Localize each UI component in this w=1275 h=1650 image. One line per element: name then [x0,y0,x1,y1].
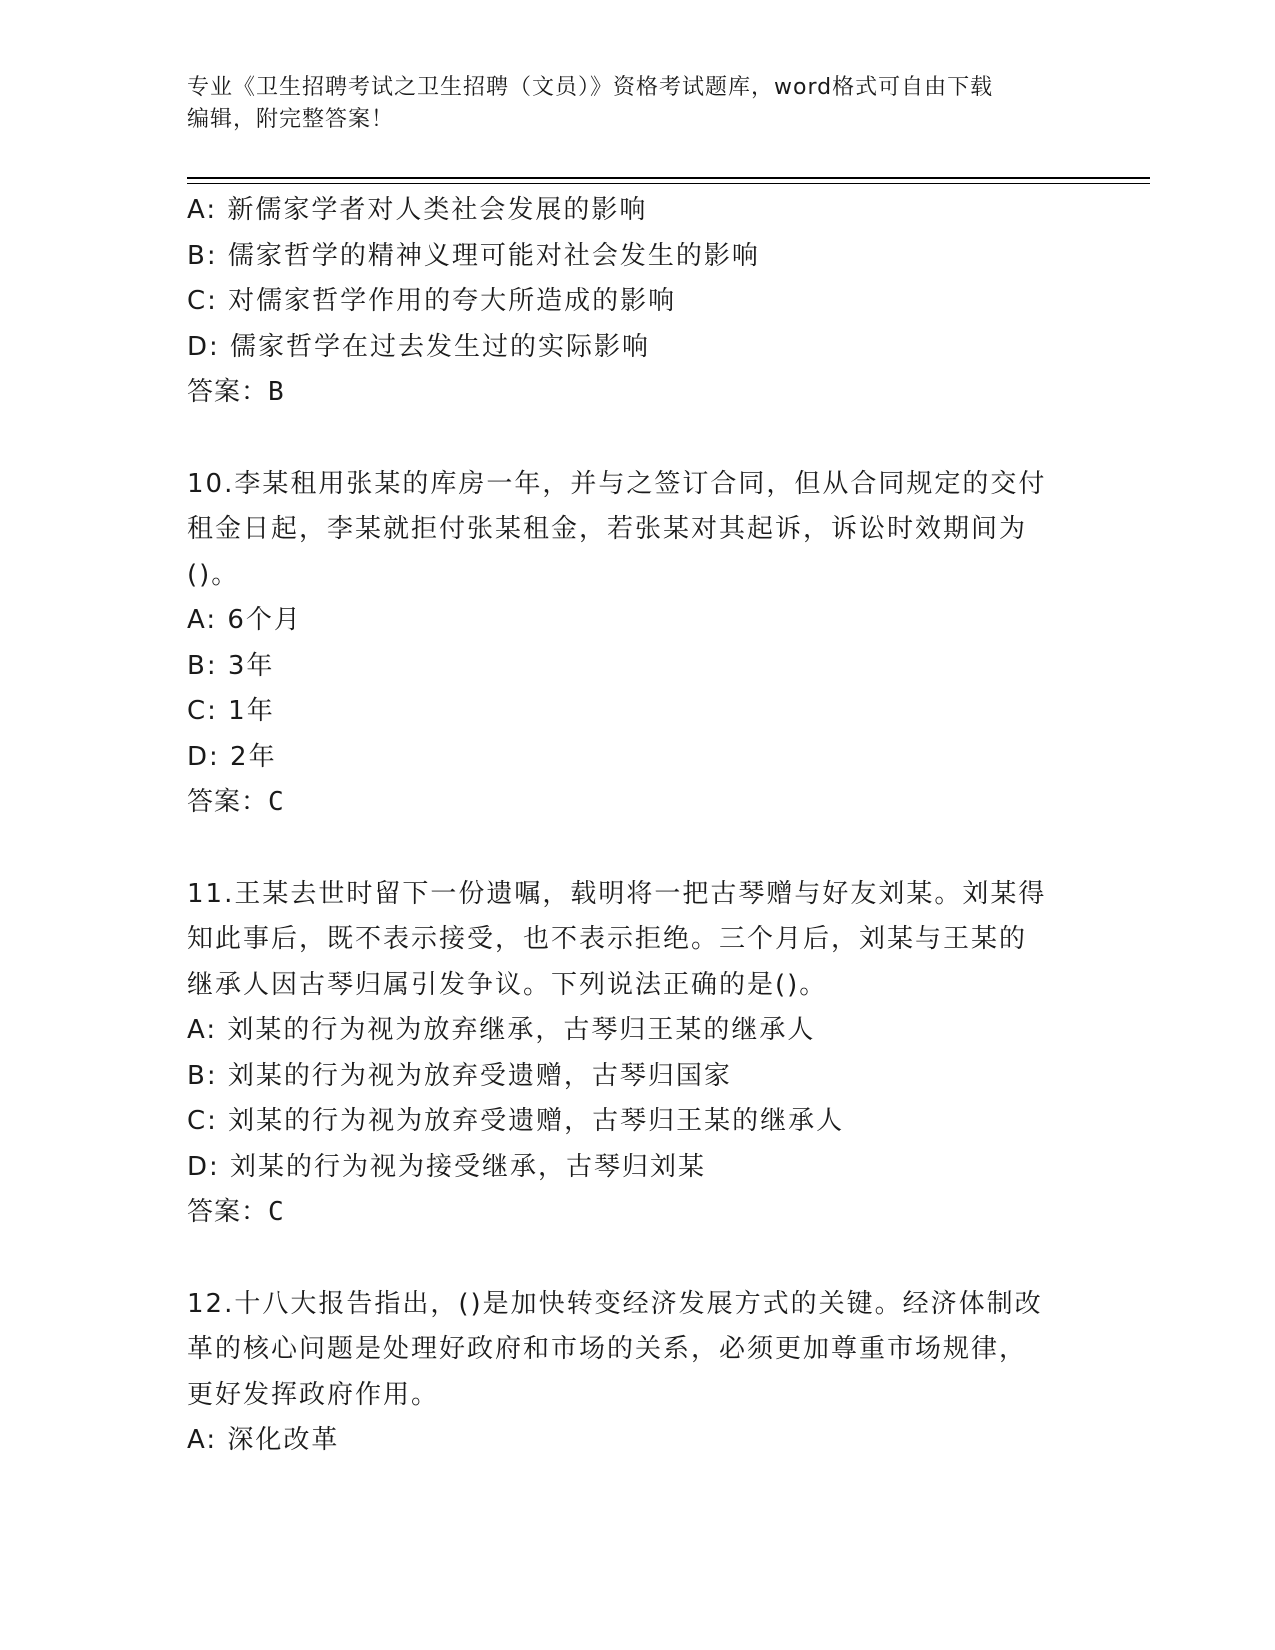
question-text-line: ()。 [187,559,240,590]
spacer [187,416,1087,462]
question-text-line: 继承人因古琴归属引发争议。下列说法正确的是()。 [187,969,828,1000]
question-text-line: 租金日起，李某就拒付张某租金，若张某对其起诉，诉讼时效期间为 [187,514,1028,544]
document-body [187,188,1087,1464]
answer-line [187,370,1087,416]
option-b: B: 3年 [187,650,275,681]
question-text-line: 更好发挥政府作用。 [187,1379,440,1410]
question-text-line: 10.李某租用张某的库房一年，并与之签订合同，但从合同规定的交付 [187,468,1047,499]
option-d: D: 2年 [187,741,277,772]
option-c: C: 对儒家哲学作用的夸大所造成的影响 [187,286,677,316]
question-block-10 [187,462,1087,826]
option-a: A: 6个月 [187,605,302,635]
answer-line [187,1190,1087,1236]
option-c: C: 1年 [187,696,275,726]
answer-label: 答案： [187,377,269,407]
answer-value: B [268,377,285,407]
header-line-2: 编辑，附完整答案！ [187,107,395,132]
header-rule-thick [187,177,1150,179]
option-a: A: 深化改革 [187,1425,340,1455]
answer-label: 答案： [187,787,269,817]
answer-value: C [268,1197,285,1227]
question-text-line: 革的核心问题是处理好政府和市场的关系，必须更加尊重市场规律， [187,1334,1028,1364]
header-rule-thin [187,183,1150,184]
answer-label: 答案： [187,1197,269,1227]
spacer [187,826,1087,872]
document-header [187,72,1087,136]
option-a: A: 刘某的行为视为放弃继承，古琴归王某的继承人 [187,1015,816,1045]
option-c: C: 刘某的行为视为放弃受遗赠，古琴归王某的继承人 [187,1106,845,1136]
spacer [187,1236,1087,1282]
question-text-line: 知此事后，既不表示接受，也不表示拒绝。三个月后，刘某与王某的 [187,924,1028,954]
answer-line [187,780,1087,826]
question-block-12 [187,1282,1087,1464]
question-block-11 [187,872,1087,1236]
option-b: B: 儒家哲学的精神义理可能对社会发生的影响 [187,240,760,271]
option-d: D: 儒家哲学在过去发生过的实际影响 [187,331,651,362]
answer-value: C [268,787,285,817]
question-block-prev [187,188,1087,416]
option-b: B: 刘某的行为视为放弃受遗赠，古琴归国家 [187,1060,732,1091]
option-a: A: 新儒家学者对人类社会发展的影响 [187,195,648,225]
question-text-line: 12.十八大报告指出，()是加快转变经济发展方式的关键。经济体制改 [187,1288,1043,1319]
question-text-line: 11.王某去世时留下一份遗嘱，载明将一把古琴赠与好友刘某。刘某得 [187,878,1047,909]
option-d: D: 刘某的行为视为接受继承，古琴归刘某 [187,1151,707,1182]
header-line-1: 专业《卫生招聘考试之卫生招聘（文员）》资格考试题库，word格式可自由下载 [187,75,994,100]
